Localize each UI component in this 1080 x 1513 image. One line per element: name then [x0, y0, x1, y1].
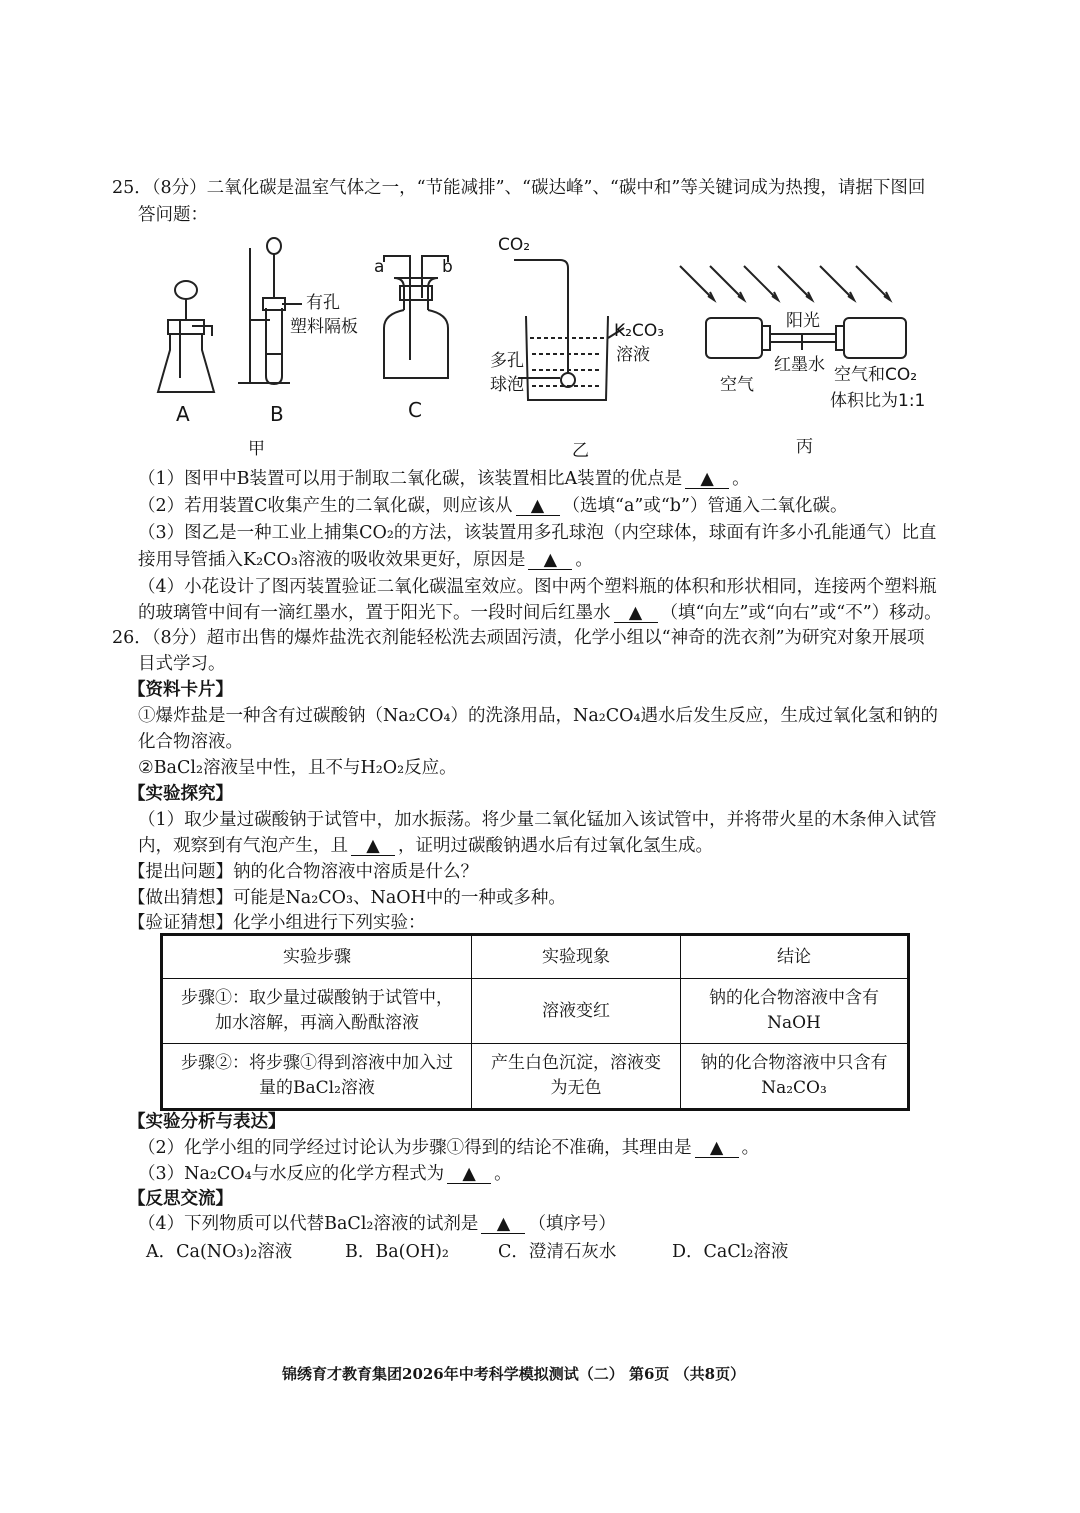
option-c[interactable]: C．澄清石灰水	[498, 1242, 617, 1262]
explore-heading: 【实验探究】	[128, 784, 233, 804]
apparatus-yi-beaker	[514, 260, 624, 400]
label-air: 空气	[720, 375, 754, 395]
apparatus-c-bottle	[384, 256, 448, 378]
q25-stem-line2: 答问题：	[138, 205, 208, 225]
row1-phenomenon: 溶液变红	[472, 979, 681, 1044]
apparatus-b-stand	[238, 238, 302, 384]
q25-part3-line1: （3）图乙是一种工业上捕集CO₂的方法，该装置用多孔球泡（内空球体，球面有许多小孔能通气）比直	[138, 523, 937, 543]
hole-label-1: 有孔	[306, 293, 340, 313]
option-a[interactable]: A．Ca(NO₃)₂溶液	[146, 1242, 293, 1262]
reflect-p4-text: （4）下列物质可以代替BaCl₂溶液的试剂是	[138, 1214, 479, 1234]
label-ink: 红墨水	[774, 355, 825, 375]
row2-phenomenon-line1: 产生白色沉淀，溶液变	[491, 1053, 661, 1073]
q26-stem-line2: 目式学习。	[138, 654, 226, 674]
row2-phenomenon	[472, 1044, 681, 1110]
table-row	[162, 1044, 909, 1110]
caption-jia: 甲	[248, 439, 265, 459]
reflect-part4	[138, 1212, 616, 1236]
q25-part4-line1: （4）小花设计了图丙装置验证二氧化碳温室效应。图中两个塑料瓶的体积和形状相同，连接两个塑料瓶	[138, 577, 937, 597]
header-conclusion: 结论	[681, 935, 909, 979]
explore-p1-text: 内，观察到有气泡产生，且	[138, 836, 348, 856]
row1-conclusion	[681, 979, 909, 1044]
table-row	[162, 979, 909, 1044]
explore-p1-end: ，证明过碳酸钠遇水后有过氧化氢生成。	[398, 836, 713, 856]
q25-p4-end: （填“向左”或“向右”或“不”）移动。	[660, 603, 942, 623]
row1-step-line2: 加水溶解，再滴入酚酞溶液	[215, 1013, 419, 1033]
row1-conclusion-line1: 钠的化合物溶液中含有	[709, 988, 879, 1008]
answer-blank[interactable]: ▲	[351, 837, 395, 856]
answer-blank[interactable]: ▲	[528, 551, 572, 570]
table-header-row	[162, 935, 909, 979]
guess-heading: 【做出猜想】可能是Na₂CO₃、NaOH中的一种或多种。	[128, 888, 566, 908]
explore-part1-line2	[138, 834, 713, 858]
q25-part3-line2	[138, 548, 593, 572]
card-item2: ②BaCl₂溶液呈中性，且不与H₂O₂反应。	[138, 758, 457, 778]
reflect-heading: 【反思交流】	[128, 1189, 233, 1209]
label-apparatus-b: B	[270, 402, 284, 426]
q25-p3-end: 。	[575, 550, 593, 570]
page-footer: 锦绣育才教育集团2026年中考科学模拟测试（二） 第6页 （共8页）	[282, 1365, 746, 1383]
label-bubble-1: 多孔	[490, 351, 524, 371]
label-bubble-2: 球泡	[490, 375, 524, 395]
q25-p3-text: 接用导管插入K₂CO₃溶液的吸收效果更好，原因是	[138, 550, 526, 570]
label-mix-1: 空气和CO₂	[834, 365, 918, 385]
explore-part1-line1: （1）取少量过碳酸钠于试管中，加水振荡。将少量二氧化锰加入该试管中，并将带火星的木条伸入试管	[138, 810, 937, 830]
q25-stem-line1: 25．（8分）二氧化碳是温室气体之一，“节能减排”、“碳达峰”、“碳中和”等关键词成为热搜，请据下图回	[112, 178, 926, 198]
hole-label-2: 塑料隔板	[290, 317, 358, 337]
row1-step-line1: 步骤①：取少量过碳酸钠于试管中，	[181, 988, 453, 1008]
card-item1-line1: ①爆炸盐是一种含有过碳酸钠（Na₂CO₄）的洗涤用品，Na₂CO₄遇水后发生反应，生成过氧化氢和钠的	[138, 706, 939, 726]
answer-blank[interactable]: ▲	[447, 1165, 491, 1184]
card-item1-line2: 化合物溶液。	[138, 732, 243, 752]
caption-bing: 丙	[796, 437, 813, 457]
label-apparatus-c: C	[408, 398, 422, 422]
q26-stem-line1: 26．（8分）超市出售的爆炸盐洗衣剂能轻松洗去顽固污渍，化学小组以“神奇的洗衣剂”为研究对象开展项	[112, 628, 925, 648]
question-heading: 【提出问题】钠的化合物溶液中溶质是什么？	[128, 862, 478, 882]
q25-p1-text: （1）图甲中B装置可以用于制取二氧化碳，该装置相比A装置的优点是	[138, 469, 683, 489]
caption-yi: 乙	[572, 441, 589, 461]
row2-step-line1: 步骤②：将步骤①得到溶液中加入过	[181, 1053, 453, 1073]
analysis-part3	[138, 1162, 512, 1186]
q25-p1-end: 。	[732, 469, 750, 489]
row1-step	[162, 979, 472, 1044]
reflect-p4-end: （填序号）	[528, 1214, 616, 1234]
label-apparatus-a: A	[176, 402, 190, 426]
answer-blank[interactable]: ▲	[695, 1139, 739, 1158]
row2-phenomenon-line2: 为无色	[550, 1078, 602, 1098]
answer-blank[interactable]: ▲	[516, 497, 560, 516]
label-a: a	[374, 257, 385, 277]
option-d[interactable]: D．CaCl₂溶液	[672, 1242, 789, 1262]
q25-part4-line2	[138, 601, 942, 625]
row1-conclusion-line2: NaOH	[767, 1013, 821, 1033]
option-b[interactable]: B．Ba(OH)₂	[345, 1242, 449, 1262]
label-k2co3-1: K₂CO₃	[614, 321, 665, 341]
answer-blank[interactable]: ▲	[481, 1215, 525, 1234]
analysis-heading: 【实验分析与表达】	[128, 1112, 286, 1132]
q25-part1	[138, 467, 750, 491]
analysis-p2-end: 。	[741, 1138, 760, 1158]
q25-p2-end: （选填“a”或“b”）管通入二氧化碳。	[562, 496, 848, 516]
label-k2co3-2: 溶液	[616, 345, 650, 365]
row2-conclusion-line2: Na₂CO₃	[761, 1078, 827, 1098]
analysis-p3-end: 。	[494, 1164, 512, 1184]
answer-blank[interactable]: ▲	[614, 604, 658, 623]
verify-heading: 【验证猜想】化学小组进行下列实验：	[128, 913, 426, 933]
answer-blank[interactable]: ▲	[685, 470, 729, 489]
row2-step-line2: 量的BaCl₂溶液	[259, 1078, 375, 1098]
q25-figure	[130, 228, 960, 464]
label-mix-2: 体积比为1:1	[830, 391, 926, 411]
analysis-p2-text: （2）化学小组的同学经过讨论认为步骤①得到的结论不准确，其理由是	[138, 1138, 692, 1158]
label-co2: CO₂	[498, 235, 531, 255]
row2-step	[162, 1044, 472, 1110]
q25-part2	[138, 494, 847, 518]
q25-p2-text: （2）若用装置C收集产生的二氧化碳，则应该从	[138, 496, 513, 516]
row2-conclusion	[681, 1044, 909, 1110]
header-phenomena: 实验现象	[472, 935, 681, 979]
label-b: b	[442, 257, 453, 277]
analysis-p3-text: （3）Na₂CO₄与水反应的化学方程式为	[138, 1164, 445, 1184]
experiment-table	[160, 933, 910, 1111]
header-steps: 实验步骤	[162, 935, 472, 979]
q25-p4-text: 的玻璃管中间有一滴红墨水，置于阳光下。一段时间后红墨水	[138, 603, 611, 623]
apparatus-a-flask	[158, 281, 214, 392]
row2-conclusion-line1: 钠的化合物溶液中只含有	[700, 1053, 888, 1073]
card-heading: 【资料卡片】	[128, 680, 233, 700]
analysis-part2	[138, 1136, 759, 1160]
label-sun: 阳光	[786, 311, 820, 331]
